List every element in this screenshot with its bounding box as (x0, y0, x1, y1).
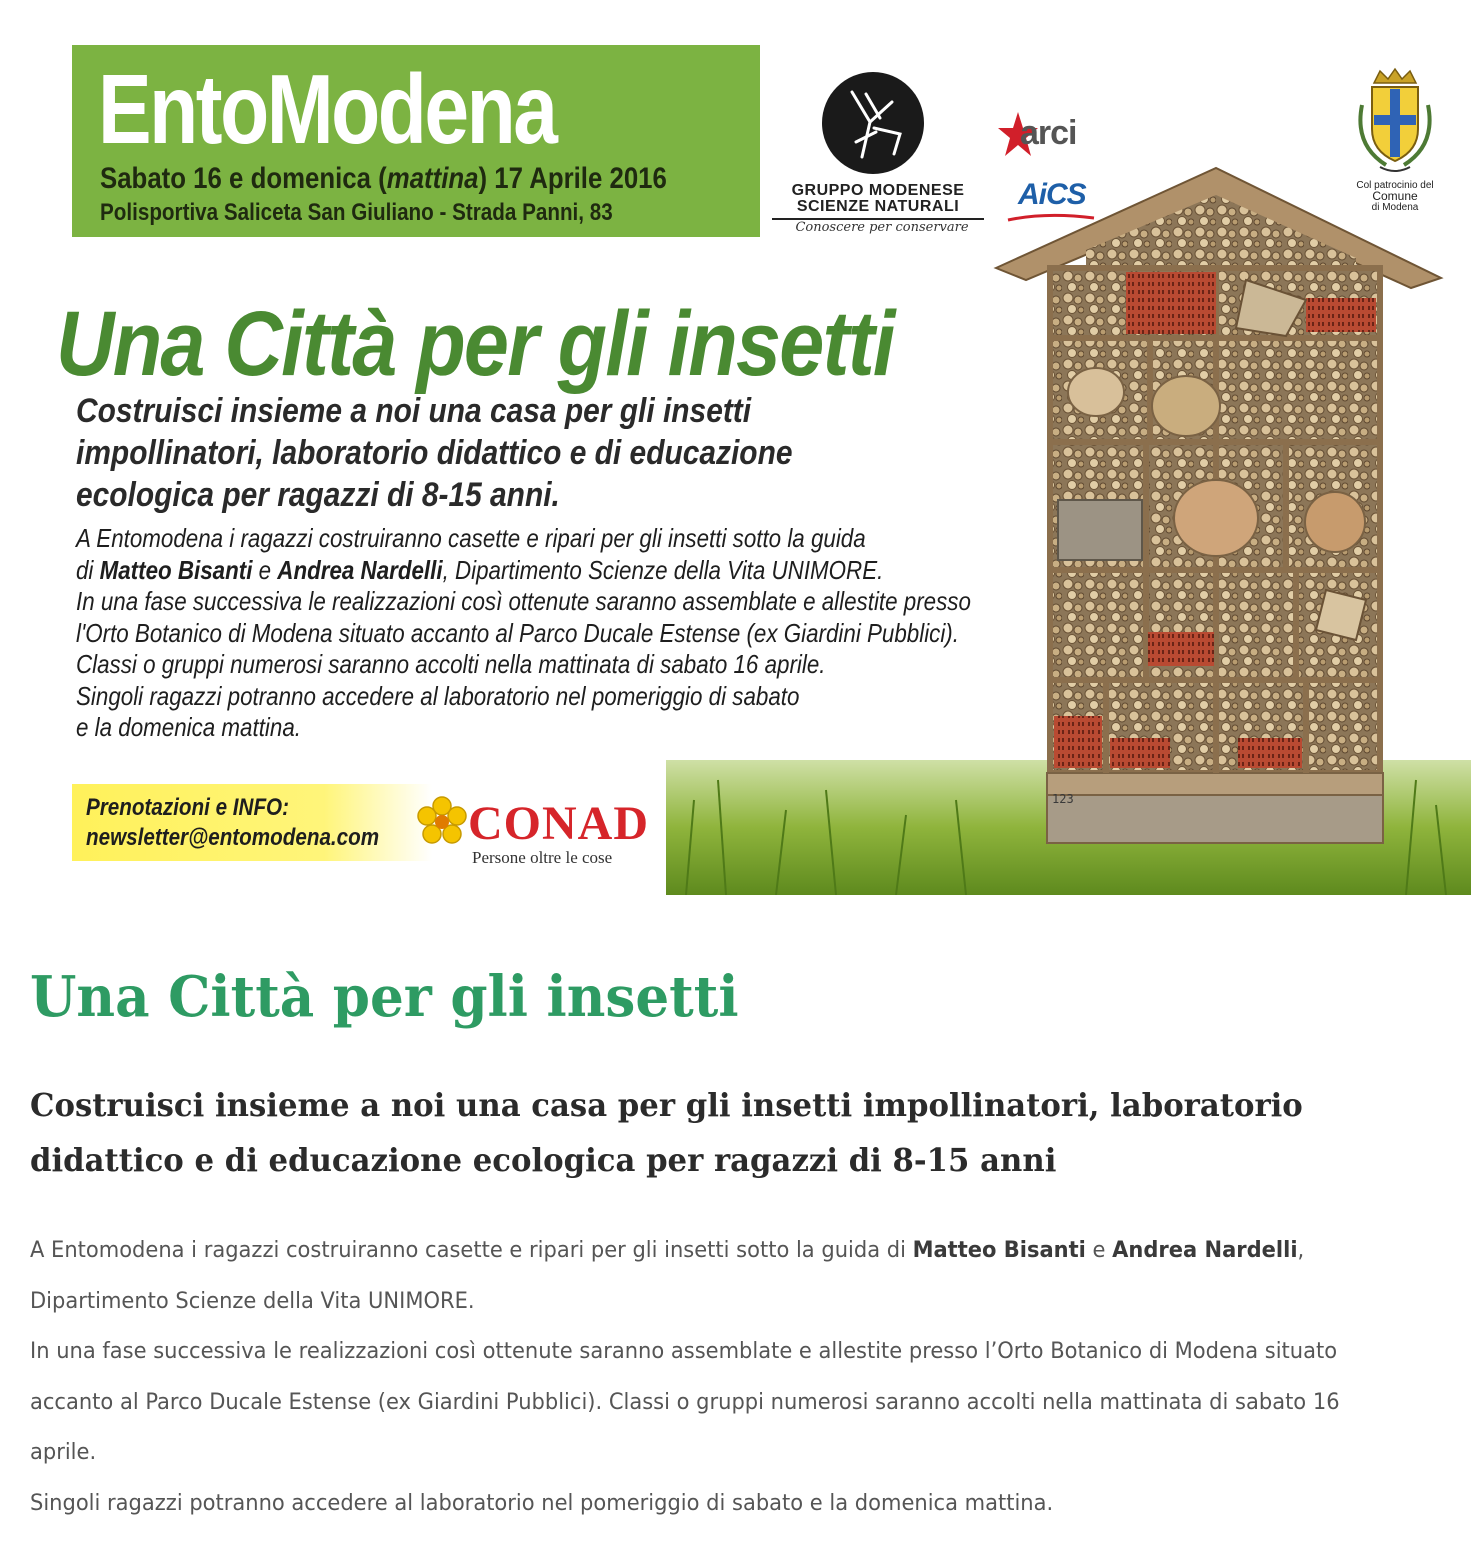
booking-label: Prenotazioni e INFO: (86, 794, 289, 821)
conad-logo (416, 796, 666, 876)
name-matteo-bisanti: Matteo Bisanti (912, 1238, 1086, 1263)
event-banner (72, 45, 760, 237)
insect-emblem-icon (822, 72, 924, 174)
gmsn-name-line2: SCIENZE NATURALI (772, 198, 984, 220)
banner-title: EntoModena (98, 54, 556, 164)
comune-caption: Col patrocinio del Comune di Modena (1356, 180, 1434, 213)
booking-info-box (72, 784, 432, 861)
arci-logo (998, 110, 1098, 160)
poster-subtitle: Costruisci insieme a noi una casa per gli insetti impollinatori, laboratorio didattico e di educazione ecologica per ragazzi di 8-15 anni. (76, 392, 793, 514)
aics-wordmark: AiCS (1018, 178, 1086, 211)
article-paragraph: In una fase successiva le realizzazioni così ottenute saranno assemblate e allestite presso l’Orto Botanico di Modena situato accanto al Parco Ducale Estense (ex Giardini Pubblici). Classi o gruppi numerosi saranno accolti nella mattinata di sabato 16 aprile. (30, 1339, 1340, 1466)
poster-title: Una Città per gli insetti (56, 293, 894, 395)
gmsn-tagline: Conoscere per conservare (795, 220, 969, 235)
article-body (30, 1226, 1386, 1530)
flower-icon (416, 796, 468, 848)
name-andrea-nardelli: Andrea Nardelli (1112, 1238, 1298, 1263)
conad-wordmark: CONAD (468, 797, 649, 850)
banner-date: Sabato 16 e domenica (mattina) 17 Aprile 2016 (100, 162, 667, 195)
arci-wordmark: arci (1020, 114, 1077, 152)
article-subtitle: Costruisci insieme a noi una casa per gli insetti impollinatori, laboratorio didattico e di educazione ecologica per ragazzi di 8-15 anni (30, 1086, 1303, 1179)
article-title: Una Città per gli insetti (30, 964, 739, 1030)
insect-hotel-photo (666, 160, 1471, 895)
banner-place: Polisportiva Saliceta San Giuliano - Strada Panni, 83 (100, 199, 613, 226)
pallet-mark: 123 (1052, 792, 1074, 806)
article-paragraph: A Entomodena i ragazzi costruiranno casette e ripari per gli insetti sotto la guida di Matteo Bisanti e Andrea Nardelli, Dipartimento Scienze della Vita UNIMORE. (30, 1238, 1305, 1314)
gmsn-name-line1: GRUPPO MODENESE (791, 182, 965, 199)
booking-email: newsletter@entomodena.com (86, 824, 380, 851)
conad-tagline: Persone oltre le cose (472, 848, 613, 867)
poster-body: A Entomodena i ragazzi costruiranno casette e ripari per gli insetti sotto la guida di Matteo Bisanti e Andrea Nardelli, Dipartimento Scienze della Vita UNIMORE. In una fase successiva le realizzazioni così ottenute saranno assemblate e allestite presso l'Orto Botanico di Modena situato accanto al Parco Ducale Estense (ex Giardini Pubblici). Classi o gruppi numerosi saranno accolti nella mattinata di sabato 16 aprile. Singoli ragazzi potranno accedere al laboratorio nel pomeriggio di sabato e la domenica mattina. (76, 523, 971, 742)
article-paragraph: Singoli ragazzi potranno accedere al laboratorio nel pomeriggio di sabato e la domenica mattina. (30, 1490, 1054, 1516)
